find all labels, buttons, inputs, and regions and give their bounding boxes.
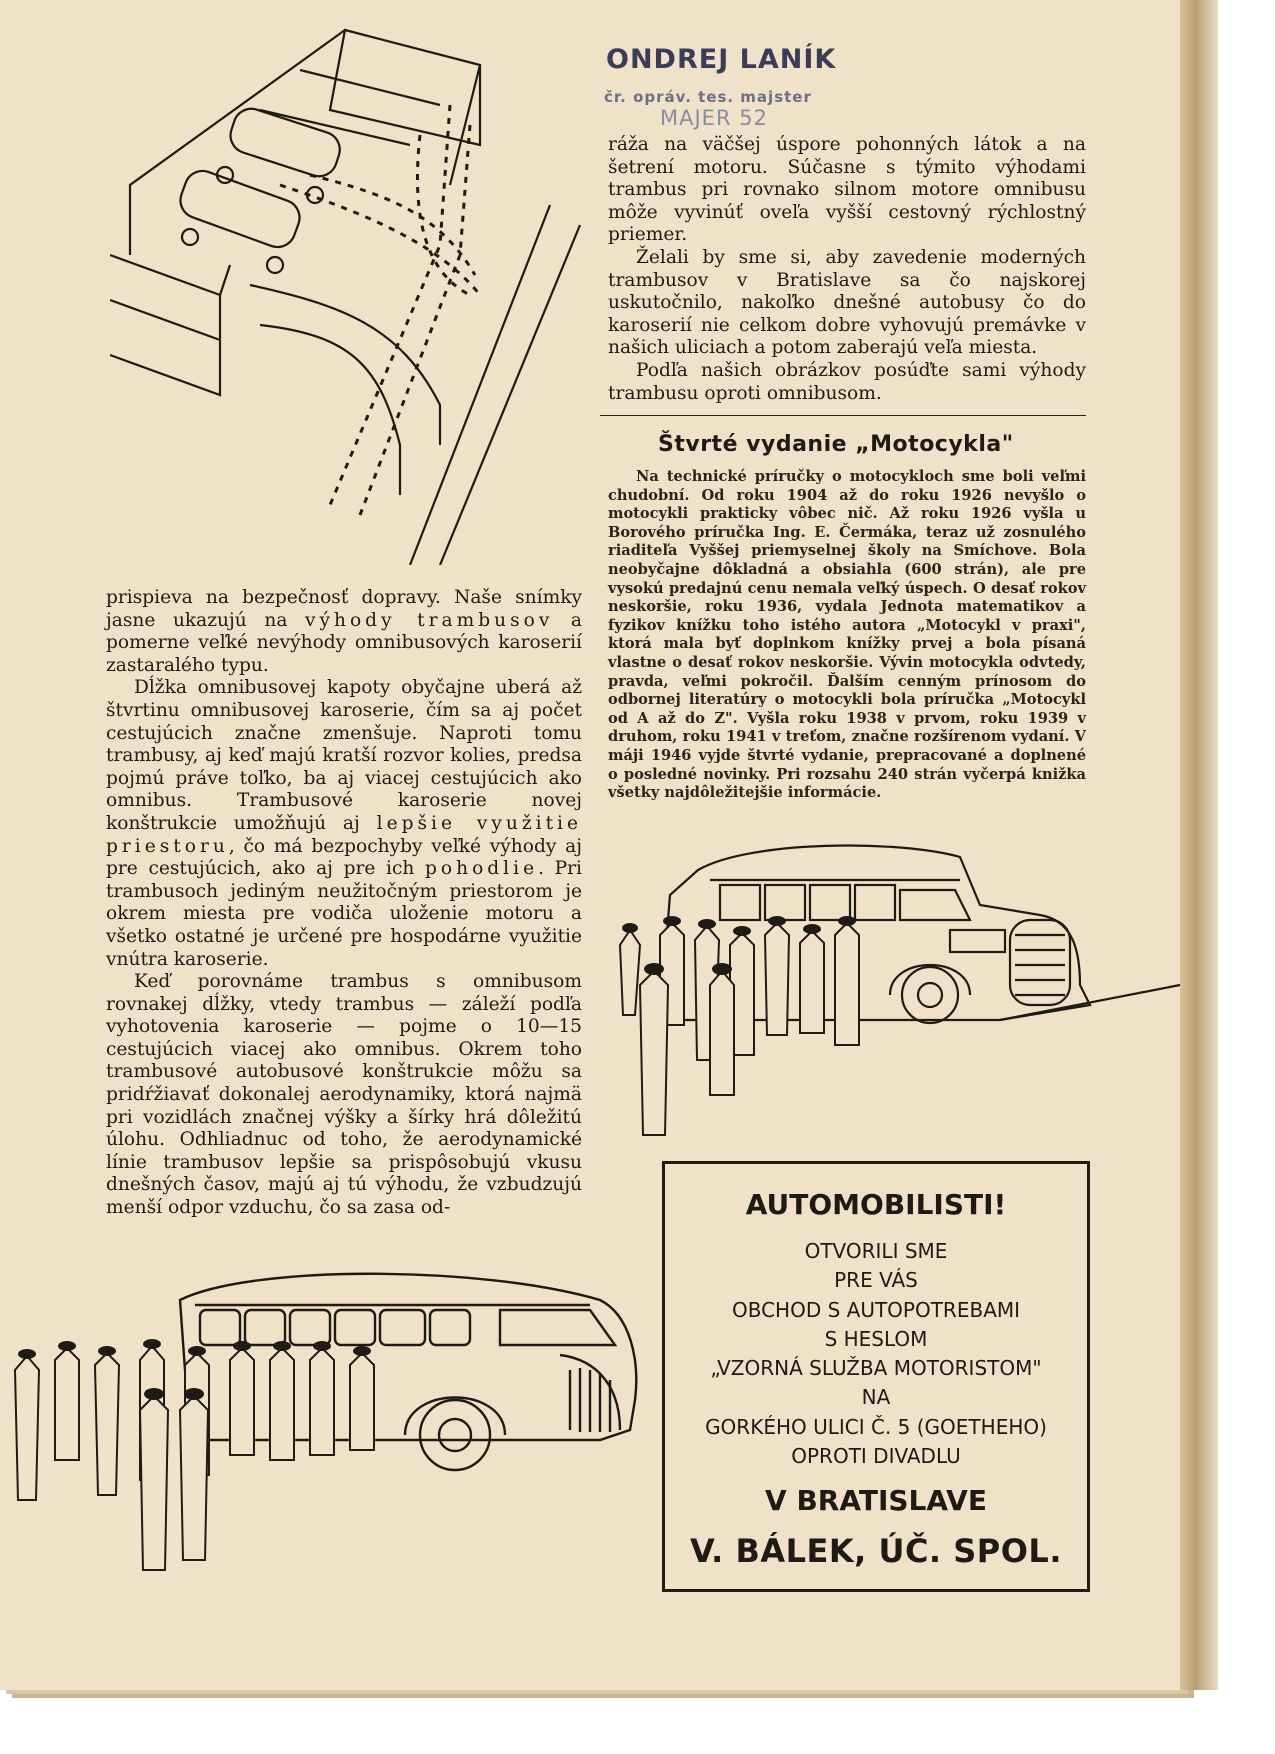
- ad-line: PRE VÁS: [834, 1268, 918, 1293]
- article-paragraph: Želali by sme si, aby zavedenie moderných trambusov v Bratislave sa čo najskorej uskutočnilo, nakoľko dnešné autobusy čo do karoserií nie celkom dobre vyhovujú premávke v našich uliciach a potom zaberajú veľa miesta.: [608, 246, 1086, 359]
- emphasis-text: lepšie využitie priestoru: [106, 812, 582, 857]
- ad-line: OPROTI DIVADLU: [791, 1444, 961, 1469]
- article-right-column: [608, 134, 1086, 405]
- omnibus-crowd-illustration: [0, 1260, 650, 1590]
- ad-line: „VZORNÁ SLUŽBA MOTORISTOM": [710, 1356, 1042, 1381]
- stamp-address: MAJER 52: [660, 106, 768, 130]
- trambus-crowd-illustration: [600, 835, 1185, 1155]
- emphasis-text: výhody trambusov: [304, 609, 554, 631]
- ad-firm-name: V. BÁLEK, ÚČ. SPOL.: [690, 1532, 1062, 1570]
- article-paragraph: [106, 587, 582, 677]
- stamp-name: ONDREJ LANÍK: [606, 44, 837, 75]
- text-run: a pomerne veľké nevýhody omnibusových karoserií zastaralého typu.: [106, 609, 582, 676]
- article-paragraph: [106, 677, 582, 971]
- motocykel-article: [608, 468, 1086, 803]
- emphasis-text: pohodlie: [425, 858, 539, 880]
- ad-headline: AUTOMOBILISTI!: [745, 1188, 1007, 1221]
- text-run: Dĺžka omnibusovej kapoty obyčajne uberá až štvrtinu omnibusovej karoserie, čím sa aj počet cestujúcich značne zmenšuje. Naproti tomu trambusy, aj keď majú kratší rozvor kolies, predsa pojmú práve toľko, ba aj viacej cestujúcich ako omnibus. Trambusové karoserie novej konštrukcie umožňujú aj: [106, 677, 582, 834]
- article-paragraph: Keď porovnáme trambus s omnibusom rovnakej dĺžky, vtedy trambus — záleží podľa vyhotovenia karoserie — pojme o 10—15 cestujúcich viacej ako omnibus. Okrem toho trambusové autobusové konštrukcie môžu sa pridŕžiavať dokonalej aerodynamiky, ktorá najmä pri vozidlách značnej výšky a šírky hrá dôležitú úlohu. Odhliadnuc od toho, že aerodynamické línie trambusov lepšie sa prispôsobujú vkusu dnešných časov, majú aj tú výhodu, že vzbudzujú menší odpor vzduchu, čo sa zasa od-: [106, 971, 582, 1219]
- ad-city: V BRATISLAVE: [765, 1484, 987, 1517]
- motocykel-headline: Štvrté vydanie „Motocykla": [658, 432, 1014, 457]
- ad-line: NA: [861, 1385, 891, 1410]
- garage-turning-illustration: [110, 25, 590, 565]
- article-paragraph: Podľa našich obrázkov posúďte sami výhody trambusu oproti omnibusom.: [608, 359, 1086, 404]
- owner-stamp: [600, 40, 860, 130]
- stamp-title: čr. opráv. tes. majster: [604, 88, 812, 106]
- section-divider: [600, 415, 1086, 416]
- ad-line: OTVORILI SME: [804, 1239, 948, 1263]
- advertisement-box: [662, 1161, 1090, 1592]
- article-left-column: [106, 587, 582, 1220]
- motocykel-paragraph: Na technické príručky o motocykloch sme boli veľmi chudobní. Od roku 1904 až do roku 1926 nevyšlo o motocykli prakticky vôbec nič. Až roku 1926 vyšla u Borového príručka Ing. E. Čermáka, teraz už zosnulého riaditeľa Vyššej priemyselnej školy na Smíchove. Bola neobyčajne dôkladná a obsiahla (600 strán), ale pre vysokú predajnú cenu nemala veľký úspech. O desať rokov neskoršie, roku 1936, vydala Jednota matematikov a fyzikov knížku toho istého autora „Motocykl v praxi", ktorá mala byť doplnkom knížky prvej a bola písaná vlastne o desať rokov neskoršie. Vývin motocykla odvtedy, pravda, veľmi pokročil. Ďalším cenným prínosom do odbornej literatúry o motocykli bola príručka „Motocykl od A až do Z". Vyšla roku 1938 v prvom, roku 1939 v druhom, roku 1941 v treťom, značne rozšírenom vydaní. V máji 1946 vyjde štvrté vydanie, prepracované a doplnené o posledné novinky. Pri rozsahu 240 strán vyčerpá knižka všetky najdôležitejšie informácie.: [608, 468, 1086, 802]
- ad-line: S HESLOM: [824, 1326, 928, 1351]
- ad-line: OBCHOD S AUTOPOTREBAMI: [731, 1297, 1021, 1322]
- text-run: prispieva na bezpečnosť dopravy. Naše snímky jasne ukazujú na: [106, 587, 582, 631]
- ad-line: GORKÉHO ULICI Č. 5 (GOETHEHO): [705, 1414, 1047, 1439]
- page-edge: [1180, 0, 1218, 1690]
- ad-body: [665, 1237, 1087, 1471]
- text-run: . Pri trambusoch jediným neužitočným priestorom je okrem miesta pre vodiča uloženie motoru a všetko ostatné je určené pre hospodárne využitie vnútra karoserie.: [106, 858, 582, 970]
- article-paragraph: ráža na väčšej úspore pohonných látok a na šetrení motoru. Súčasne s týmito výhodami trambus pri rovnako silnom motore omnibusu môže vyvinúť oveľa vyšší cestovný rýchlostný priemer.: [608, 134, 1086, 246]
- text-run: , čo má bezpochyby veľké výhody aj pre cestujúcich, ako aj pre ich: [106, 835, 582, 880]
